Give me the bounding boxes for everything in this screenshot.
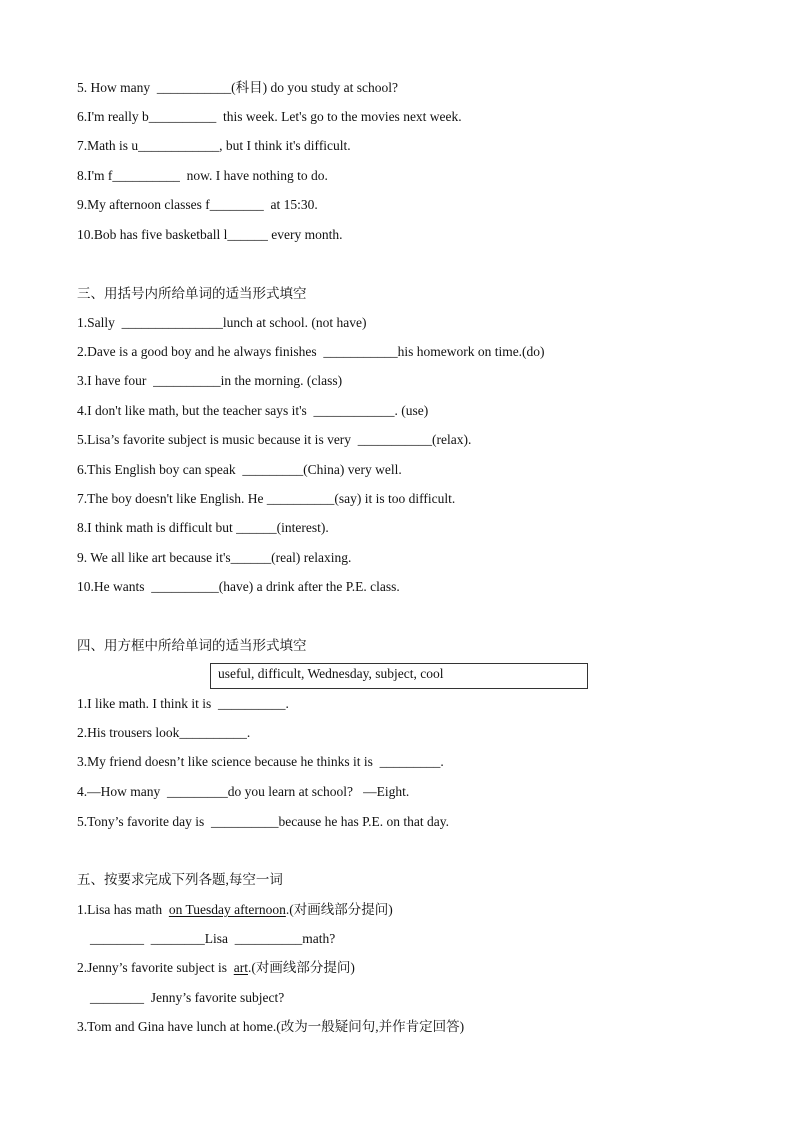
word-box-text: useful, difficult, Wednesday, subject, cool xyxy=(218,666,444,681)
section-4-item-4: 4.—How many _________do you learn at school? —Eight. xyxy=(77,784,410,799)
section-5-heading: 五、按要求完成下列各题,每空一词 xyxy=(77,872,283,887)
q1-prefix: 1.Lisa has math xyxy=(77,902,169,917)
section-3-item-1: 1.Sally _______________lunch at school. (not have) xyxy=(77,315,367,330)
section-5-answer-2: ________ Jenny’s favorite subject? xyxy=(90,990,285,1005)
section-5-question-3: 3.Tom and Gina have lunch at home.(改为一般疑问句,并作肯定回答) xyxy=(77,1019,465,1034)
question-5: 5. How many ___________(科目) do you study at school? xyxy=(77,80,398,95)
section-3-item-4: 4.I don't like math, but the teacher says it's ____________. (use) xyxy=(77,403,429,418)
section-3-item-7: 7.The boy doesn't like English. He __________(say) it is too difficult. xyxy=(77,491,456,506)
section-3-item-8: 8.I think math is difficult but ______(interest). xyxy=(77,520,329,535)
section-4-item-1: 1.I like math. I think it is __________. xyxy=(77,696,289,711)
section-3-item-10: 10.He wants __________(have) a drink after the P.E. class. xyxy=(77,579,400,594)
section-5-question-1 xyxy=(77,902,393,918)
section-4-item-5: 5.Tony’s favorite day is __________because he has P.E. on that day. xyxy=(77,814,449,829)
q2-underlined-word: art xyxy=(233,960,248,975)
section-5-question-2 xyxy=(77,960,355,976)
question-10: 10.Bob has five basketball l______ every month. xyxy=(77,227,343,242)
question-7: 7.Math is u____________, but I think it's difficult. xyxy=(77,138,351,153)
question-6: 6.I'm really b__________ this week. Let's go to the movies next week. xyxy=(77,109,462,124)
word-box xyxy=(210,663,588,689)
section-4-item-3: 3.My friend doesn’t like science because he thinks it is _________. xyxy=(77,754,444,769)
section-4-item-2: 2.His trousers look__________. xyxy=(77,725,251,740)
q1-underlined-phrase: on Tuesday afternoon xyxy=(168,902,286,917)
q2-instruction: .(对画线部分提问) xyxy=(247,960,355,975)
q1-instruction: .(对画线部分提问) xyxy=(285,902,393,917)
section-3-item-3: 3.I have four __________in the morning. (class) xyxy=(77,373,343,388)
section-4-heading: 四、用方框中所给单词的适当形式填空 xyxy=(77,638,307,653)
section-3-item-6: 6.This English boy can speak _________(China) very well. xyxy=(77,462,402,477)
section-3-item-5: 5.Lisa’s favorite subject is music because it is very ___________(relax). xyxy=(77,432,472,447)
section-3-item-2: 2.Dave is a good boy and he always finishes ___________his homework on time.(do) xyxy=(77,344,545,359)
q2-prefix: 2.Jenny’s favorite subject is xyxy=(77,960,234,975)
question-8: 8.I'm f__________ now. I have nothing to do. xyxy=(77,168,328,183)
question-9: 9.My afternoon classes f________ at 15:30. xyxy=(77,197,318,212)
section-3-item-9: 9. We all like art because it's______(real) relaxing. xyxy=(77,550,352,565)
section-5-answer-1: ________ ________Lisa __________math? xyxy=(90,931,336,946)
section-3-heading: 三、用括号内所给单词的适当形式填空 xyxy=(77,286,307,301)
